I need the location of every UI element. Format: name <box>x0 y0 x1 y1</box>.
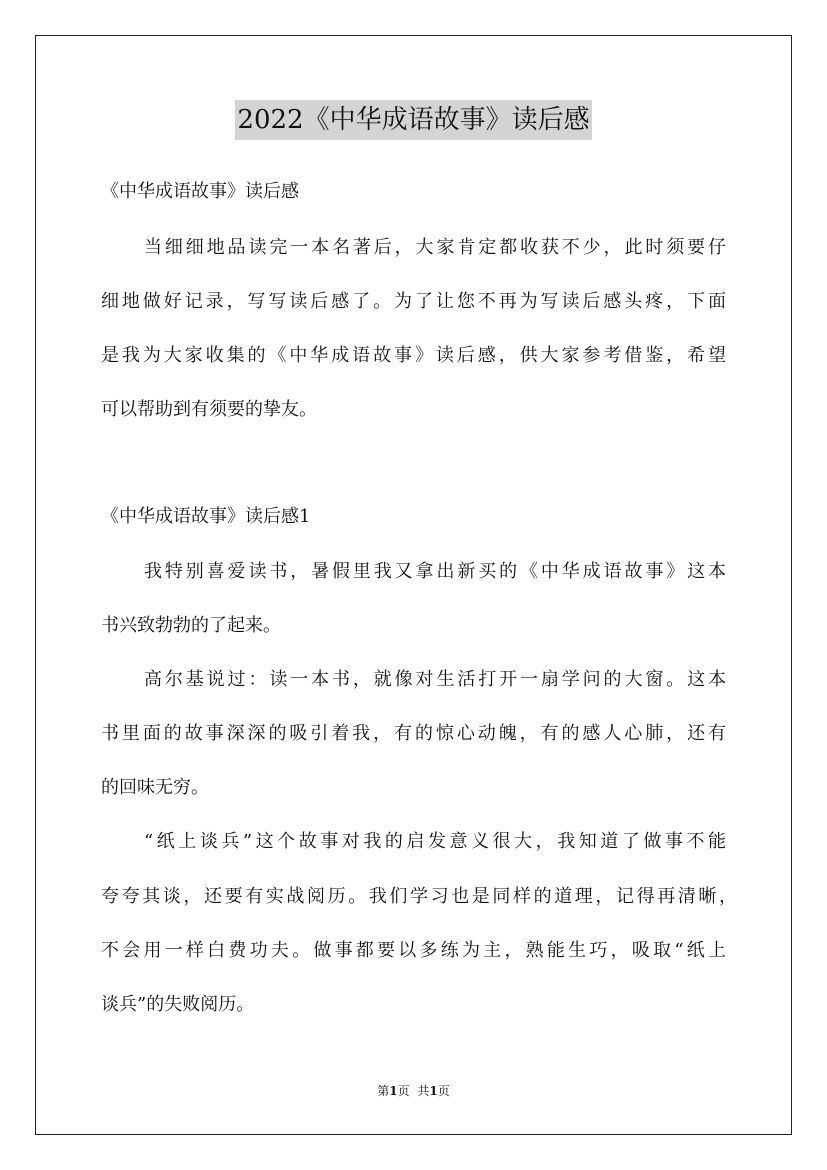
paragraph-line: 高尔基说过：读一本书，就像对生活打开一扇学问的大窗。这本 <box>144 669 726 690</box>
paragraph-line: 我特别喜爱读书，暑假里我又拿出新买的《中华成语故事》这本 <box>144 561 726 582</box>
page-prefix: 第 <box>377 1084 390 1098</box>
paragraph-line: 的回味无穷。 <box>101 777 209 798</box>
total-pages: 1 <box>429 1084 438 1098</box>
page-footer <box>0 1083 827 1099</box>
total-suffix: 页 <box>437 1084 450 1098</box>
paragraph-line: 可以帮助到有须要的挚友。 <box>101 399 317 420</box>
paragraph-line: 夸夸其谈，还要有实战阅历。我们学习也是同样的道理，记得再清晰， <box>101 886 737 907</box>
section-heading: 《中华成语故事》读后感 <box>101 181 299 202</box>
paragraph-line: 当细细地品读完一本名著后，大家肯定都收获不少，此时须要仔 <box>144 237 726 258</box>
page-suffix: 页 <box>397 1084 410 1098</box>
document-title <box>0 100 827 140</box>
section-heading: 《中华成语故事》读后感1 <box>101 506 311 527</box>
paragraph-line: 谈兵”的失败阅历。 <box>101 994 255 1015</box>
paragraph-line: 书里面的故事深深的吸引着我，有的惊心动魄，有的感人心肺，还有 <box>101 723 726 744</box>
document-title-text: 2022《中华成语故事》读后感 <box>235 100 591 140</box>
total-prefix: 共 <box>417 1084 430 1098</box>
paragraph-line: “纸上谈兵”这个故事对我的启发意义很大，我知道了做事不能 <box>144 831 726 852</box>
paragraph-line: 书兴致勃勃的了起来。 <box>101 615 281 636</box>
paragraph-line: 不会用一样白费功夫。做事都要以多练为主，熟能生巧，吸取“纸上 <box>101 940 726 961</box>
page-number: 1 <box>389 1084 398 1098</box>
paragraph-line: 是我为大家收集的《中华成语故事》读后感，供大家参考借鉴，希望 <box>101 345 726 366</box>
paragraph-line: 细地做好记录，写写读后感了。为了让您不再为写读后感头疼，下面 <box>101 291 726 312</box>
